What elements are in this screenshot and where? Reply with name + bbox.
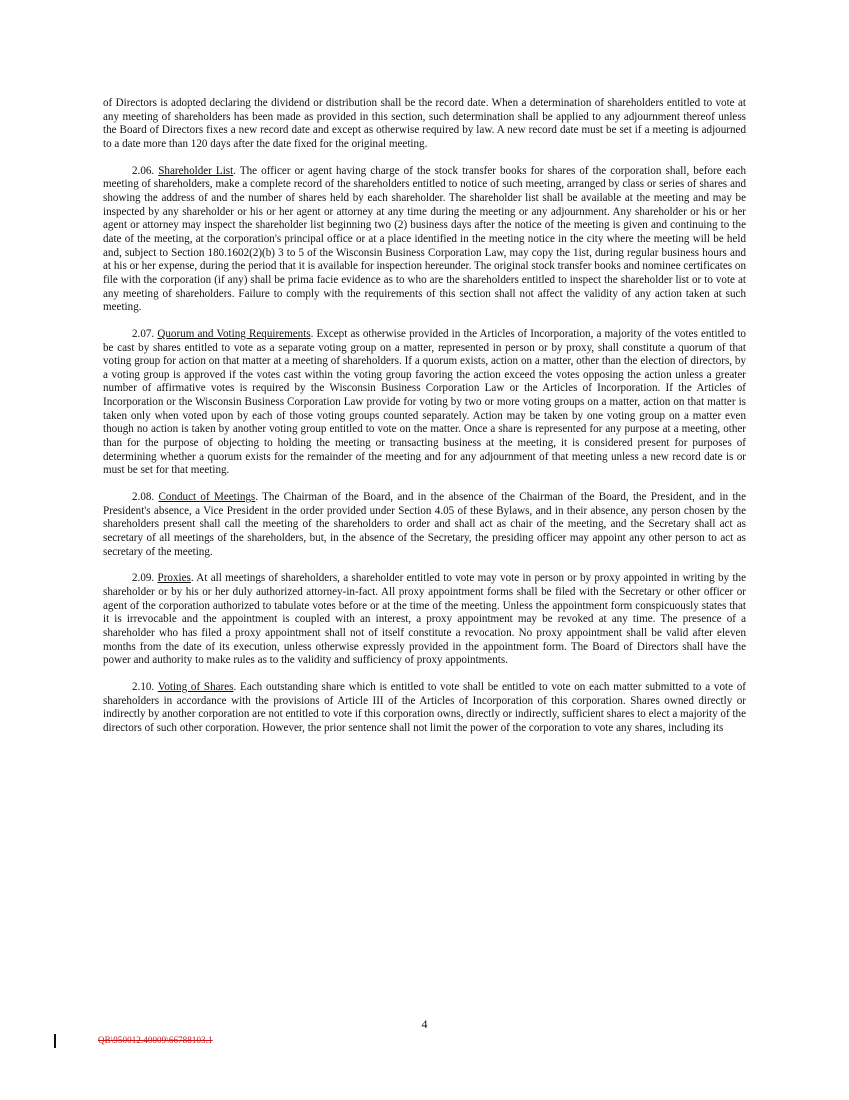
section-number: 2.09. bbox=[132, 572, 155, 585]
section-heading: Proxies bbox=[157, 572, 191, 585]
section-body: . Except as otherwise provided in the Articles of Incorporation, a majority of the votes entitled to be cast by shares entitled to vote as a separate voting group on a matter, represented in person or by proxy, shall constitute a quorum of that voting group for action on that matter at a meeting of shareholders. If a quorum exists, action on a matter, other than the election of directors, by a voting group is approved if the votes cast within the voting group favoring the action exceed the votes opposing the action unless a greater number of affirmative votes is required by the Wisconsin Business Corporation Law or the Articles of Incorporation. If the Articles of Incorporation or the Wisconsin Business Corporation Law provide for voting by two or more voting groups on a matter, action on that matter is taken only when voted upon by each of those voting groups counted separately. Action may be taken by one voting group on a matter even though no action is taken by another voting group entitled to vote on the matter. Once a share is represented for any purpose at a meeting, other than for the purpose of objecting to holding the meeting or transacting business at the meeting, it is considered present for purposes of determining whether a quorum exists for the remainder of the meeting and for any adjournment of that meeting unless a new record date is or must be set for that meeting. bbox=[103, 327, 746, 477]
lead-paragraph: of Directors is adopted declaring the dividend or distribution shall be the record date. When a determination of shareholders entitled to vote at any meeting of shareholders has been made as provided in this section, such determination shall be applied to any adjournment thereof unless the Board of Directors fixes a new record date and except as otherwise required by law. A new record date must be set if a meeting is adjourned to a date more than 120 days after the date fixed for the original meeting. bbox=[103, 97, 746, 150]
page-number: 4 bbox=[421, 1017, 428, 1031]
section-2-10 bbox=[103, 681, 746, 736]
section-number: 2.10. bbox=[132, 680, 155, 693]
section-number: 2.08. bbox=[132, 491, 155, 504]
section-number: 2.07. bbox=[132, 327, 155, 340]
section-2-09 bbox=[103, 572, 746, 668]
document-id: QB\950012.40009\66788103.1 bbox=[98, 1035, 213, 1045]
section-2-07 bbox=[103, 328, 746, 478]
section-heading: Quorum and Voting Requirements bbox=[157, 327, 311, 340]
section-heading: Conduct of Meetings bbox=[158, 491, 256, 504]
section-2-08 bbox=[103, 491, 746, 559]
revision-bar bbox=[54, 1034, 56, 1048]
section-body: . Each outstanding share which is entitled to vote shall be entitled to vote on each matter submitted to a vote of shareholders in accordance with the provisions of Article III of the Articles of Incorporation of this corporation. Shares owned directly or indirectly by another corporation are not entitled to vote if this corporation owns, directly or indirectly, sufficient shares to elect a majority of the directors of such other corporation. However, the prior sentence shall not limit the power of the corporation to vote any shares, including its bbox=[103, 680, 747, 734]
section-heading: Voting of Shares bbox=[157, 680, 234, 693]
section-number: 2.06. bbox=[132, 164, 155, 177]
document-body bbox=[103, 97, 746, 736]
section-body: . The officer or agent having charge of the stock transfer books for shares of the corporation shall, before each meeting of shareholders, make a complete record of the shareholders entitled to notice of such meeting, arranged by class or series of shares and showing the address of and the number of shares held by each shareholder. The shareholder list shall be available at the meeting and may be inspected by any shareholder or his or her agent or attorney at any time during the meeting or any adjournment. Any shareholder or his or her agent or attorney may inspect the shareholder list beginning two (2) business days after the notice of the meeting is given and continuing to the date of the meeting, at the corporation's principal office or at a place identified in the meeting notice in the city where the meeting will be held and, subject to Section 180.1602(2)(b) 3 to 5 of the Wisconsin Business Corporation Law, may copy the 1ist, during regular business hours and at his or her expense, during the period that it is available for inspection hereunder. The original stock transfer books and nominee certificates on file with the corporation (if any) shall be prima facie evidence as to who are the shareholders entitled to inspect the shareholder list or to vote at any meeting of shareholders. Failure to comply with the requirements of this section shall not affect the validity of any action taken at such meeting. bbox=[103, 164, 747, 314]
section-body: . The Chairman of the Board, and in the absence of the Chairman of the Board, the President, and in the President's absence, a Vice President in the order provided under Section 4.05 of these Bylaws, and in their absence, any person chosen by the shareholders present shall call the meeting of the shareholders to order and shall act as chair of the meeting, and the Secretary shall act as secretary of all meetings of the shareholders, but, in the absence of the Secretary, the presiding officer may appoint any other person to act as secretary of the meeting. bbox=[103, 491, 746, 558]
section-2-06 bbox=[103, 165, 746, 315]
section-body: . At all meetings of shareholders, a shareholder entitled to vote may vote in person or by proxy appointed in writing by the shareholder or by his or her duly authorized attorney-in-fact. All proxy appointment forms shall be filed with the Secretary or other officer or agent of the corporation authorized to tabulate votes before or at the time of the meeting. Unless the appointment form conspicuously states that it is irrevocable and the appointment is coupled with an interest, a proxy appointment may be revoked at any time. The presence of a shareholder who has filed a proxy appointment shall not of itself constitute a revocation. No proxy appointment shall be valid after eleven months from the date of its execution, unless otherwise expressly provided in the appointment form. The Board of Directors shall have the power and authority to make rules as to the validity and sufficiency of proxy appointments. bbox=[103, 572, 746, 667]
section-heading: Shareholder List bbox=[158, 164, 234, 177]
